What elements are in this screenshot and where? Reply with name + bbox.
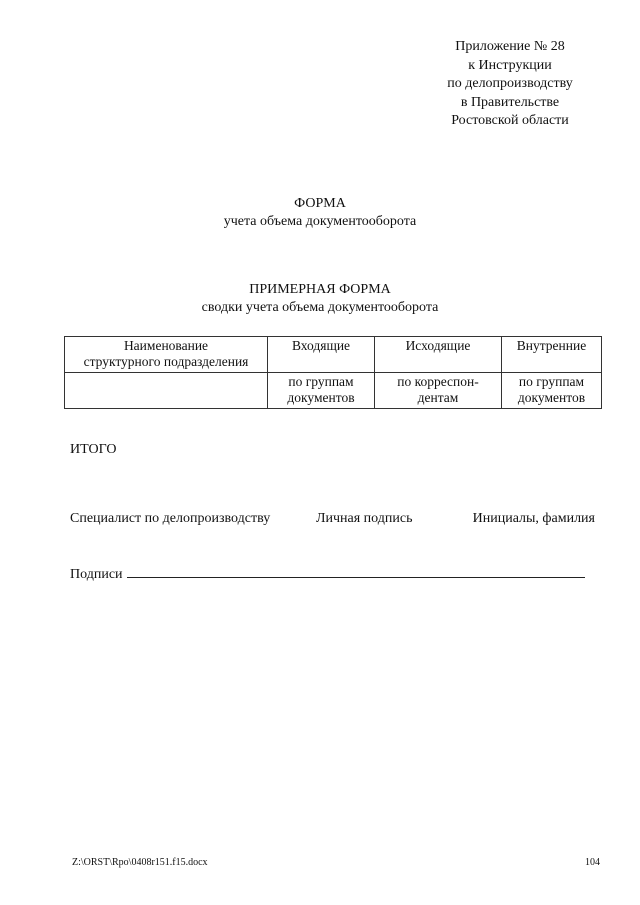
subheader-text: по группам xyxy=(288,374,354,389)
subheader-text: по группам xyxy=(518,374,585,389)
summary-heading xyxy=(0,281,640,317)
header-cell-internal xyxy=(502,337,602,373)
header-cell-department xyxy=(65,337,268,373)
signatures-line xyxy=(70,563,585,583)
header-text: Входящие xyxy=(291,338,351,353)
subheader-text: документов xyxy=(517,390,586,405)
header-cell-incoming xyxy=(268,337,375,373)
form-subtitle: учета объема документооборота xyxy=(223,214,417,229)
table-row xyxy=(65,373,602,409)
header-text: Внутренние xyxy=(516,338,587,353)
summary-table xyxy=(64,336,602,409)
signature-underline xyxy=(127,563,585,578)
summary-subtitle: сводки учета объема документооборота xyxy=(201,300,439,315)
table-cell-empty xyxy=(65,373,268,409)
header-text: Исходящие xyxy=(405,338,471,353)
appendix-header xyxy=(395,38,625,131)
subheader-cell-internal xyxy=(502,373,602,409)
subheader-text: дентам xyxy=(417,390,459,405)
summary-title: ПРИМЕРНАЯ ФОРМА xyxy=(249,282,391,297)
form-heading xyxy=(0,195,640,231)
signature-label: Личная подпись xyxy=(316,511,413,526)
total-label: ИТОГО xyxy=(70,442,117,457)
signatures-label: Подписи xyxy=(70,567,123,582)
appendix-line: Ростовской области xyxy=(451,113,569,128)
table-header-row xyxy=(65,337,602,373)
appendix-line: к Инструкции xyxy=(468,57,552,73)
subheader-cell-outgoing xyxy=(375,373,502,409)
signature-row xyxy=(70,511,595,531)
subheader-text: документов xyxy=(287,390,355,405)
subheader-text: по корреспон- xyxy=(397,374,479,389)
footer-page-number: 104 xyxy=(585,857,600,868)
form-title: ФОРМА xyxy=(294,196,346,211)
subheader-cell-incoming xyxy=(268,373,375,409)
role-label: Специалист по делопроизводству xyxy=(70,511,271,526)
header-cell-outgoing xyxy=(375,337,502,373)
header-text: Наименование xyxy=(123,338,209,353)
name-label: Инициалы, фамилия xyxy=(472,511,595,526)
appendix-line: по делопроизводству xyxy=(447,76,573,91)
appendix-line: Приложение № 28 xyxy=(455,39,565,54)
appendix-line: в Правительстве xyxy=(460,94,560,110)
header-text: структурного подразделения xyxy=(83,354,249,369)
footer-file-path: Z:\ORST\Rpo\0408r151.f15.docx xyxy=(72,857,208,868)
